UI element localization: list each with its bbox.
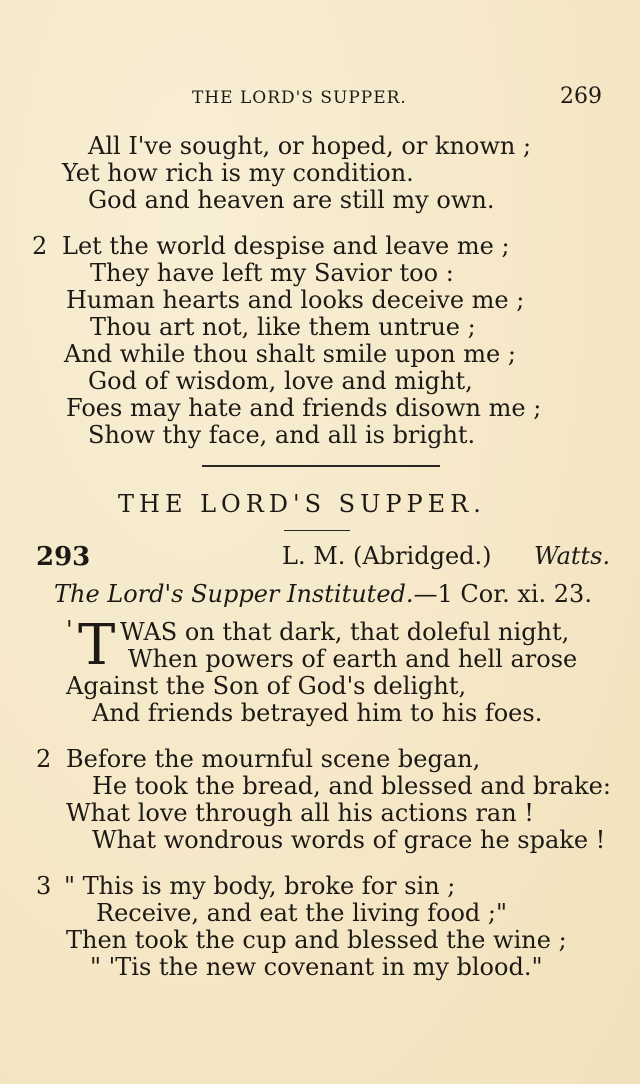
subtitle-title: The Lord's Supper Instituted. xyxy=(54,580,414,608)
verse-line: Let the world despise and leave me ; xyxy=(62,232,510,260)
verse-line: " This is my body, broke for sin ; xyxy=(64,872,456,900)
verse-line: And while thou shalt smile upon me ; xyxy=(64,340,516,368)
drop-cap: T xyxy=(78,613,116,678)
verse-line: Against the Son of God's delight, xyxy=(66,672,467,700)
section-title: THE LORD'S SUPPER. xyxy=(118,490,486,518)
verse-line: " 'Tis the new covenant in my blood." xyxy=(90,953,543,981)
verse-line: God of wisdom, love and might, xyxy=(88,367,473,395)
section-divider xyxy=(202,465,440,467)
verse-number: 2 xyxy=(36,745,52,773)
verse-line: Then took the cup and blessed the wine ; xyxy=(66,926,567,954)
opening-apostrophe: ' xyxy=(66,616,73,644)
hymn-subtitle xyxy=(54,580,592,608)
verse-line: Before the mournful scene began, xyxy=(66,745,481,773)
verse-line: Show thy face, and all is bright. xyxy=(88,421,476,449)
verse-line: Foes may hate and friends disown me ; xyxy=(66,394,542,422)
verse-line: Thou art not, like them untrue ; xyxy=(90,313,476,341)
hymn-number: 293 xyxy=(36,542,91,572)
page-number: 269 xyxy=(560,84,602,109)
verse-line: What love through all his actions ran ! xyxy=(66,799,534,827)
verse-line: And friends betrayed him to his foes. xyxy=(92,699,543,727)
verse-line: WAS on that dark, that doleful night, xyxy=(120,618,570,646)
verse-line: Receive, and eat the living food ;" xyxy=(96,899,508,927)
hymn-author: Watts. xyxy=(534,542,611,570)
carryover-line-3: God and heaven are still my own. xyxy=(88,186,495,214)
verse-line: He took the bread, and blessed and brake: xyxy=(92,772,611,800)
verse-number: 2 xyxy=(32,232,48,260)
carryover-line-2: Yet how rich is my condition. xyxy=(62,159,414,187)
title-underline xyxy=(284,530,350,531)
subtitle-reference: —1 Cor. xi. 23. xyxy=(413,580,592,608)
verse-line: What wondrous words of grace he spake ! xyxy=(92,826,606,854)
verse-line: They have left my Savior too : xyxy=(90,259,454,287)
hymn-meter: L. M. (Abridged.) xyxy=(282,542,492,570)
carryover-line-1: All I've sought, or hoped, or known ; xyxy=(88,132,532,160)
verse-line: When powers of earth and hell arose xyxy=(128,645,578,673)
verse-line: Human hearts and looks deceive me ; xyxy=(66,286,525,314)
verse-number: 3 xyxy=(36,872,52,900)
running-title: THE LORD'S SUPPER. xyxy=(192,88,407,108)
